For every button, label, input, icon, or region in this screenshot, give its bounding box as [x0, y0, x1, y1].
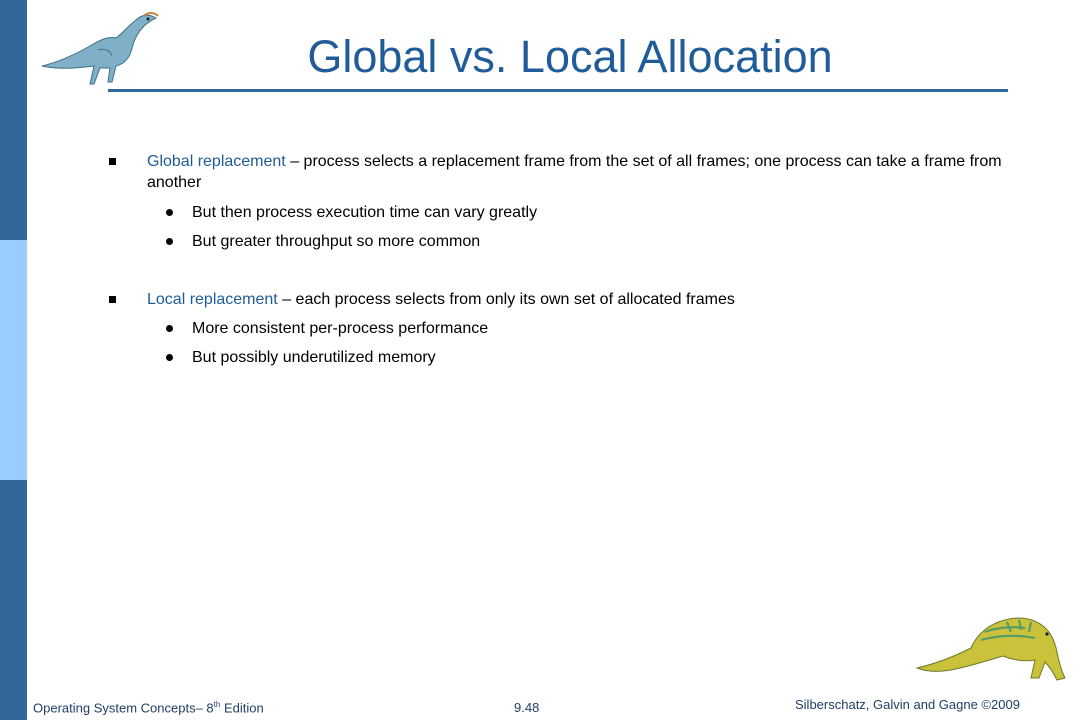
footer-page-number: 9.48	[514, 700, 540, 715]
sub-bullet-text: More consistent per-process performance	[192, 320, 489, 337]
footer-book-title-end: Edition	[220, 700, 264, 716]
bullet-text: – each process selects from only its own set of allocated frames	[277, 291, 735, 308]
bullet-item	[147, 289, 1007, 310]
sub-bullet-text: But greater throughput so more common	[192, 233, 481, 250]
title-divider	[108, 89, 1008, 92]
square-bullet-icon	[109, 158, 116, 165]
bullet-term: Local replacement	[147, 291, 278, 308]
footer-book-title-sup: th	[213, 700, 221, 709]
dot-bullet-icon	[166, 354, 173, 361]
bullet-text: – process selects a replacement frame from the set of all frames; one process can take a frame from another	[147, 153, 1002, 191]
dot-bullet-icon	[166, 209, 173, 216]
sidebar-segment-bottom	[0, 480, 27, 720]
dinosaur-icon	[915, 598, 1075, 688]
square-bullet-icon	[109, 296, 116, 303]
page-title: Global vs. Local Allocation	[307, 31, 833, 82]
bullet-term: Global replacement	[147, 153, 286, 170]
sidebar-stripe	[0, 0, 27, 720]
sub-bullet-text: But then process execution time can vary greatly	[192, 204, 538, 221]
footer-authors: Silberschatz, Galvin and Gagne ©2009	[795, 697, 1020, 712]
bullet-item	[147, 151, 1007, 193]
dot-bullet-icon	[166, 238, 173, 245]
sidebar-segment-middle	[0, 240, 27, 480]
footer-book-title-main: Operating System Concepts– 8	[33, 700, 214, 716]
footer-book-title	[33, 700, 264, 715]
sidebar-segment-top	[0, 0, 27, 240]
dinosaur-icon	[38, 6, 168, 90]
dot-bullet-icon	[166, 325, 173, 332]
sub-bullet-text: But possibly underutilized memory	[192, 349, 436, 366]
